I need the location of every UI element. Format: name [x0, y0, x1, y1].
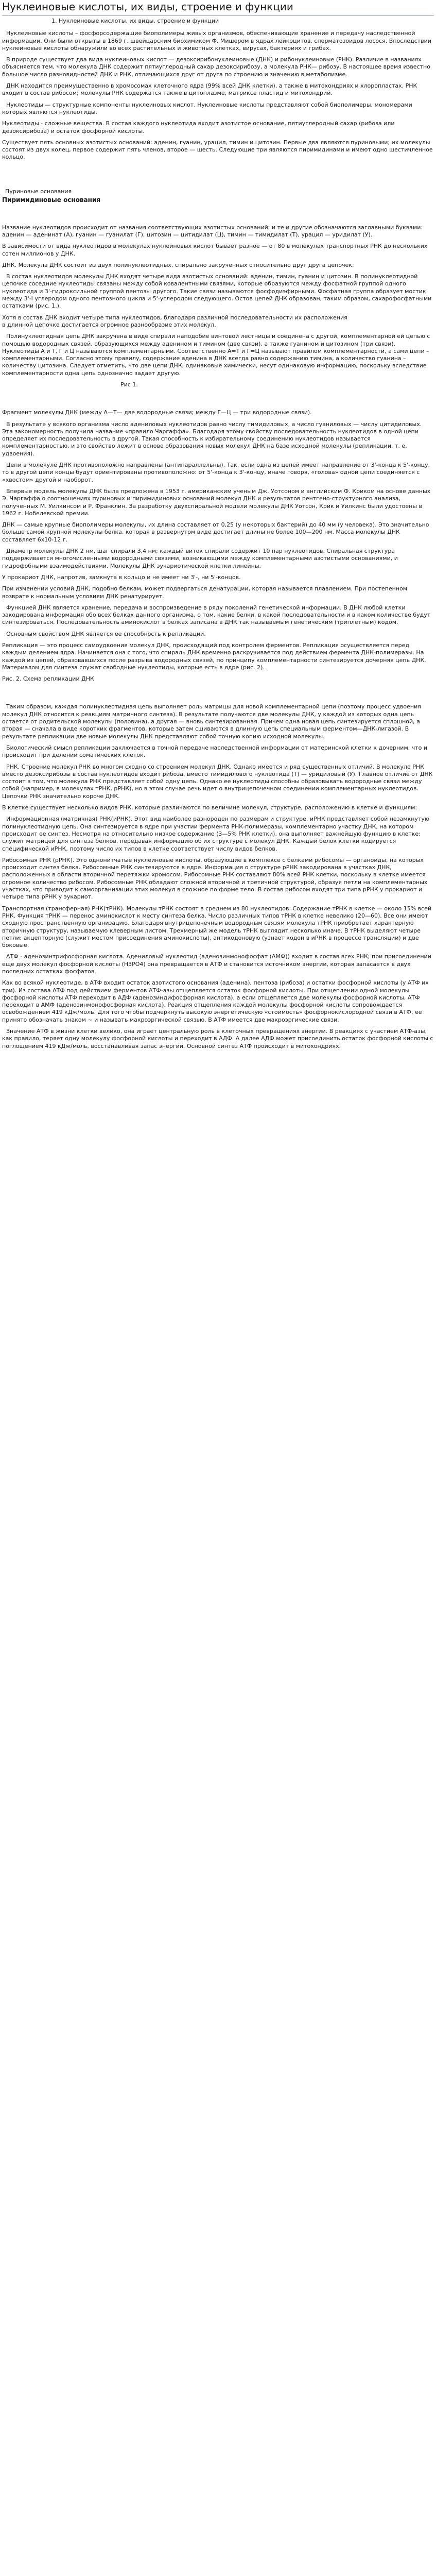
paragraph: Биологический смысл репликации заключается в точной передаче наследственной информации от материнской клетки к дочерним, что и происходит при делении соматических клеток.: [2, 744, 428, 759]
figure-space: [2, 396, 434, 409]
paragraph: Нуклеиновые кислоты – фосфорсодержащие биополимеры живых организмов, обеспечивающие хранение и передачу наследственной информации. Они были открыты в 1869 г. швейцарским биохимиком Ф. Мишером в ядрах лейкоцитов, сперматозоидов лосося. Впоследствии нуклеиновые кислоты обнаружили во всех растительных и животных клетках, вирусах, бактериях и грибах.: [2, 30, 431, 52]
paragraph: Транспортная (трансферная) РНК(тРНК). Молекулы тРНК состоят в среднем из 80 нуклеотидов. Содержание тРНК в клетке — около 15% всей РНК. Функция тРНК — перенос аминокислот к месту синтеза белка. Число различных типов тРНК в клетке невелико (20—60). Все они имеют сходную пространственную организацию. Благодаря внутрицепочечным водородным связям молекула тРНК приобретает характерную вторичную структуру, называемую клеверным листом. Трехмерный же модель тРНК выглядит несколько иначе. В тРНК выделяют четыре петли: акцепторную (служит местом присоединения аминокислоты), антикодоновую (узнает кодон в иРНК в процессе трансляции) и две боковые.: [2, 905, 432, 949]
paragraph: В результате у всякого организма число адениловых нуклеотидов равно числу тимидиловых, а число гуаниловых — числу цитидиловых. Эта закономерность получила название «правило Чаргаффа». Благодаря этому свойству последовательность нуклеотидов в одной цепи определяет их последовательность в другой. Такая способность к избирательному соединению нуклеотидов называется комплементарностью, и это свойство лежит в основе образования новых молекул ДНК на базе исходной молекулы (репликации, т. е. удвоения).: [2, 420, 422, 457]
figure-space: [2, 690, 434, 703]
paragraph: ДНК находится преимущественно в хромосомах клеточного ядра (99% всей ДНК клетки), а также в митохондриях и хлоропластах. РНК входит в состав рибосом; молекулы РНК содержатся также в цитоплазме, матриксе пластид и митохондрий.: [2, 82, 417, 97]
figure-caption: Рис 1.: [120, 381, 138, 388]
paragraph: ДНК — самые крупные биополимеры молекулы, их длина составляет от 0,25 (у некоторых бактерий) до 40 мм (у человека). Это значительно больше самой крупной молекулы белка, которая в развернутом виде достигает длины не более 100—200 нм. Масса молекулы ДНК составляет 6x10-12 г.: [2, 521, 429, 543]
figure-space: [2, 211, 434, 224]
paragraph: Полинуклеотидная цепь ДНК закручена в виде спирали наподобие винтовой лестницы и соединена с другой, комплементарной ей цепью с помощью водородных связей, образующихся между аденином и тимином (две связи), а также гуанином и цитозином (три связи). Нуклеотиды А и Т, Г и Ц называются комплементарными. Соответственно А=Т и Г=Ц называют правилом комплементарности, а сами цепи – комплементарными. Согласно этому правилу, содержание аденина в ДНК всегда равно содержанию тимина, а количество гуанина – количеству цитозина. Следует отметить, что две цепи ДНК, одинаковые химически, несут одинаковую информацию, поскольку вследствие комплементарности одна цепь однозначно задает другую.: [2, 333, 430, 377]
paragraph: В зависимости от вида нуклеотидов в молекулах нуклеиновых кислот бывает разное — от 80 в молекулах транспортных РНК до нескольких сотен миллионов у ДНК.: [2, 243, 428, 257]
document: [0, 0, 436, 1050]
paragraph: в длинной цепочке достигается огромное разнообразие этих молекул.: [2, 321, 216, 328]
paragraph: Впервые модель молекулы ДНК была предложена в 1953 г. американским ученым Дж. Уотсоном и английским Ф. Криком на основе данных Э. Чаргаффа о соотношениях пуриновых и пиримидиновых оснований молекул ДНК и результатов рентгено-структурного анализа, полученных М. Уилкинсом и Р. Франклин. За разработку двухспиральной модели молекулы ДНК Уотсон, Крик и Уилкинс были удостоены в 1962 г. Нобелевской премии.: [2, 487, 431, 517]
paragraph: У прокариот ДНК, напротив, замкнута в кольцо и не имеет ни 3'-, ни 5'-концов.: [2, 573, 241, 581]
paragraph: Функцией ДНК является хранение, передача и воспроизведение в ряду поколений генетической информации. В ДНК любой клетки закодирована информация обо всех белках данного организма, о том, какие белки, в какой последовательности и в каком количестве будут синтезироваться. Последовательность аминокислот в белках записана в ДНК так называемым генетическим (триплетным) кодом.: [2, 604, 431, 626]
paragraph: Нуклеотиды — структурные компоненты нуклеиновых кислот. Нуклеиновые кислоты представляют собой биополимеры, мономерами которых являются нуклеотиды.: [2, 101, 412, 115]
paragraph: РНК. Строение молекул РНК во многом сходно со строением молекул ДНК. Однако имеется и ряд существенных отличий. В молекуле РНК вместо дезоксирибозы в состав нуклеотидов входит рибоза, вместо тимидилового нуклеотида (Т) — уридиловый (У). Главное отличие от ДНК состоит в том, что молекула РНК представляет собой одну цепь. Однако ее нуклеотиды способны образовывать водородные связи между собой (например, в молекулах тРНК, рРНК), но в этом случае речь идет о внутрицепочечном соединении комплементарных нуклеотидов. Цепочки РНК значительно короче ДНК.: [2, 763, 433, 800]
paragraph: Как во всякой нуклеотиде, в АТФ входит остаток азотистого основания (аденина), пентоза (рибоза) и остатки фосфорной кислоты (у АТФ их три). Из состава АТФ под действием ферментов АТФ-азы отщепляется остаток фосфорной кислоты. При отщеплении одной молекулы фосфорной кислоты АТФ переходит в АДФ (аденозиндифосфорная кислота), а если отщепляется две молекулы фосфорной кислоты, АТФ переходит в АМФ (аденозинмонофосфорная кислота). Реакция отщепления каждой молекулы фосфорной кислоты сопровождается освобождением 419 кДж/моль. Для того чтобы подчеркнуть высокую энергетическую «стоимость» фосфорнокислородной связи в АТФ, ее принято обозначать знаком ~ и называть макроэргической связью. В АТФ имеется две макроэргические связи.: [2, 979, 429, 1023]
paragraph: АТФ - аденозинтрифосфорная кислота. Адениловый нуклеотид (аденозинмонофосфат (АМФ)) входит в состав всех РНК; при присоединении еще двух молекул фосфорной кислоты (Н3РО4) она превращается в АТФ и становится источником энергии, которая запасается в двух последних остатках фосфатов.: [2, 953, 431, 975]
paragraph: Основным свойством ДНК является ее способность к репликации.: [6, 630, 206, 637]
paragraph: Фрагмент молекулы ДНК (между А—Т— две водородные связи; между Г—Ц — три водородные связи).: [2, 409, 312, 416]
page-title: Нуклеиновые кислоты, их виды, строение и функции: [2, 0, 434, 16]
paragraph: Название нуклеотидов происходит от названия соответствующих азотистых оснований; и те и другие обозначаются заглавными буквами: аденин — аденинат (А), гуанин — гуанилат (Г), цитозин — цитидилат (Ц), тимин — тимидилат (Т), урацил — уридилат (У).: [2, 224, 423, 238]
paragraph: Существует пять основных азотистых оснований: аденин, гуанин, урацил, тимин и цитозин. Первые два являются пуриновыми; их молекулы состоят из двух колец, первое содержит пять членов, второе — шесть. Следующие три являются пиримидинами и имеют одно шестичленное кольцо.: [2, 139, 433, 161]
section-subheading: Пуриновые основания: [5, 188, 72, 195]
page-subtitle: 1. Нуклеиновые кислоты, их виды, строение и функции: [51, 18, 219, 24]
paragraph: Таким образом, каждая полинуклеотидная цепь выполняет роль матрицы для новой комплементарной цепи (поэтому процесс удвоения молекул ДНК относится к реакциям матричного синтеза). В результате получаются две молекулы ДНК, у каждой из которых одна цепь остается от родительской молекулы (половина), а другая — вновь синтезированная. Причем одна новая цепь синтезируется сплошной, а вторая — сначала в виде коротких фрагментов, которые затем сшиваются в длинную цепь специальным ферментом—ДНК-лигазой. В результате репликации две новые молекулы ДНК представляют собой точную копию исходной молекулы.: [2, 703, 421, 740]
paragraph: Диаметр молекулы ДНК 2 нм, шаг спирали 3,4 нм; каждый виток спирали содержит 10 пар нуклеотидов. Спиральная структура поддерживается многочисленными водородными связями, возникающими между комплементарными азотистыми основаниями, и гидрофобными взаимодействиями. Молекулы ДНК эукариотической клетки линейны.: [2, 548, 398, 569]
paragraph: Репликация — это процесс самоудвоения молекул ДНК, происходящий под контролем ферментов. Репликация осуществляется перед каждым делением ядра. Начинается она с того, что спираль ДНК временно раскручивается под действием фермента ДНК-полимеразы. На каждой из цепей, образовавшихся после разрыва водородных связей, по принципу комплементарности синтезируется дочерняя цепь ДНК. Материалом для синтеза служат свободные нуклеотиды, которые есть в ядре (рис. 2).: [2, 642, 426, 671]
paragraph: В природе существует два вида нуклеиновых кислот — дезоксирибонуклеиновые (ДНК) и рибонуклеиновые (РНК). Различие в названиях объясняется тем, что молекула ДНК содержит пятиуглеродный сахар дезоксирибозу, а молекула РНК— рибозу. В настоящее время известно большое число разновидностей ДНК и РНК, отличающихся друг от друга по строению и значению в метаболизме.: [2, 56, 430, 78]
paragraph: В состав нуклеотидов молекулы ДНК входят четыре вида азотистых оснований: аденин, тимин, гуанин и цитозин. В полинуклеотидной цепочке соседние нуклеотиды связаны между собой ковалентными связями, которые образуются между фосфатной группой одного нуклеотида и 3'-гидроксильной группой пентозы другого. Такие связи называются фосфодиэфирными. Фосфатная группа образует мостик между 3'-I углеродом одного пентозного цикла и 5'-углеродом следующего. Остов цепей ДНК образован, таким образом, сахарофосфатными остатками (рис. 1.).: [2, 273, 432, 310]
section-heading: Пиримидиновые основания: [2, 196, 101, 204]
figure-caption: Рис. 2. Схема репликации ДНК: [2, 675, 94, 683]
figure-space: [2, 165, 434, 188]
paragraph: В клетке существует несколько видов РНК, которые различаются по величине молекул, структуре, расположению в клетке и функциям:: [2, 804, 417, 811]
paragraph: При изменении условий ДНК, подобно белкам, может подвергаться денатурации, которая называется плавлением. При постепенном возврате к нормальным условиям ДНК ренатурирует.: [2, 585, 407, 600]
paragraph: Значение АТФ в жизни клетки велико, она играет центральную роль в клеточных превращениях энергии. В реакциях с участием АТФ-азы, как правило, теряет одну молекулу фосфорной кислоты и переходит в АДФ. А далее АДФ может присоединить остаток фосфорной кислоты с поглощением 419 кДж/моль, восстанавливая запас энергии. Основной синтез АТФ происходит в митохондриях.: [2, 1028, 433, 1049]
paragraph: Нуклеотиды - сложные вещества. В состав каждого нуклеотида входит азотистое основание, пятиуглеродный сахар (рибоза или дезоксирибоза) и остаток фосфорной кислоты.: [2, 120, 395, 134]
paragraph: Рибосомная РНК (рРНК). Это однонитчатые нуклеиновые кислоты, образующие в комплексе с белками рибосомы — органоиды, на которых происходит синтез белка. Рибосомные РНК синтезируются в ядре. Информация о структуре рРНК закодирована в участках ДНК, расположенных в области вторичной перетяжки хромосом. Рибосомные РНК составляют 80% всей РНК клетки, поскольку в клетке имеется огромное количество рибосом. Рибосомные РНК обладают сложной вторичной и третичной структурой, образуя петли на комплементарных участках, что приводит к самоорганизации этих молекул в сложное по форме тело. В состав рибосом входят три типа рРНК у прокариот и четыре типа рРНК у эукариот.: [2, 856, 428, 901]
paragraph: Цепи в молекуле ДНК противоположно направлены (антипараллельны). Так, если одна из цепей имеет направление от 3'-конца к 5'-концу, то в другой цепи концы будут ориентированы противоположно: от 5'-конца к 3'-концу, иначе говоря, «голова» одной цепи соединяется с «хвостом» другой и наоборот.: [2, 462, 430, 483]
paragraph: Хотя в состав ДНК входит четыре типа нуклеотидов, благодаря различной последовательности их расположения: [2, 314, 347, 321]
paragraph: ДНК. Молекула ДНК состоит из двух полинуклеотидных, спирально закрученных относительно друг друга цепочек.: [2, 261, 354, 268]
paragraph: Информационная (матричная) РНК(иРНК). Этот вид наиболее разнороден по размерам и структуре. иРНК представляет собой незамкнутую полинуклеотидную цепь. Она синтезируется в ядре при участии фермента РНК-полимеразы, комплементарно участку ДНК, на котором происходит ее синтез. Несмотря на относительно низкое содержание (3—5% РНК клетки), она выполняет важнейшую функцию в клетке: служит матрицей для синтеза белков, передавая информацию об их структуре с молекул ДНК. Каждый белок клетки кодируется специфической иРНК, поэтому число их типов в клетке соответствует числу видов белков.: [2, 816, 430, 852]
